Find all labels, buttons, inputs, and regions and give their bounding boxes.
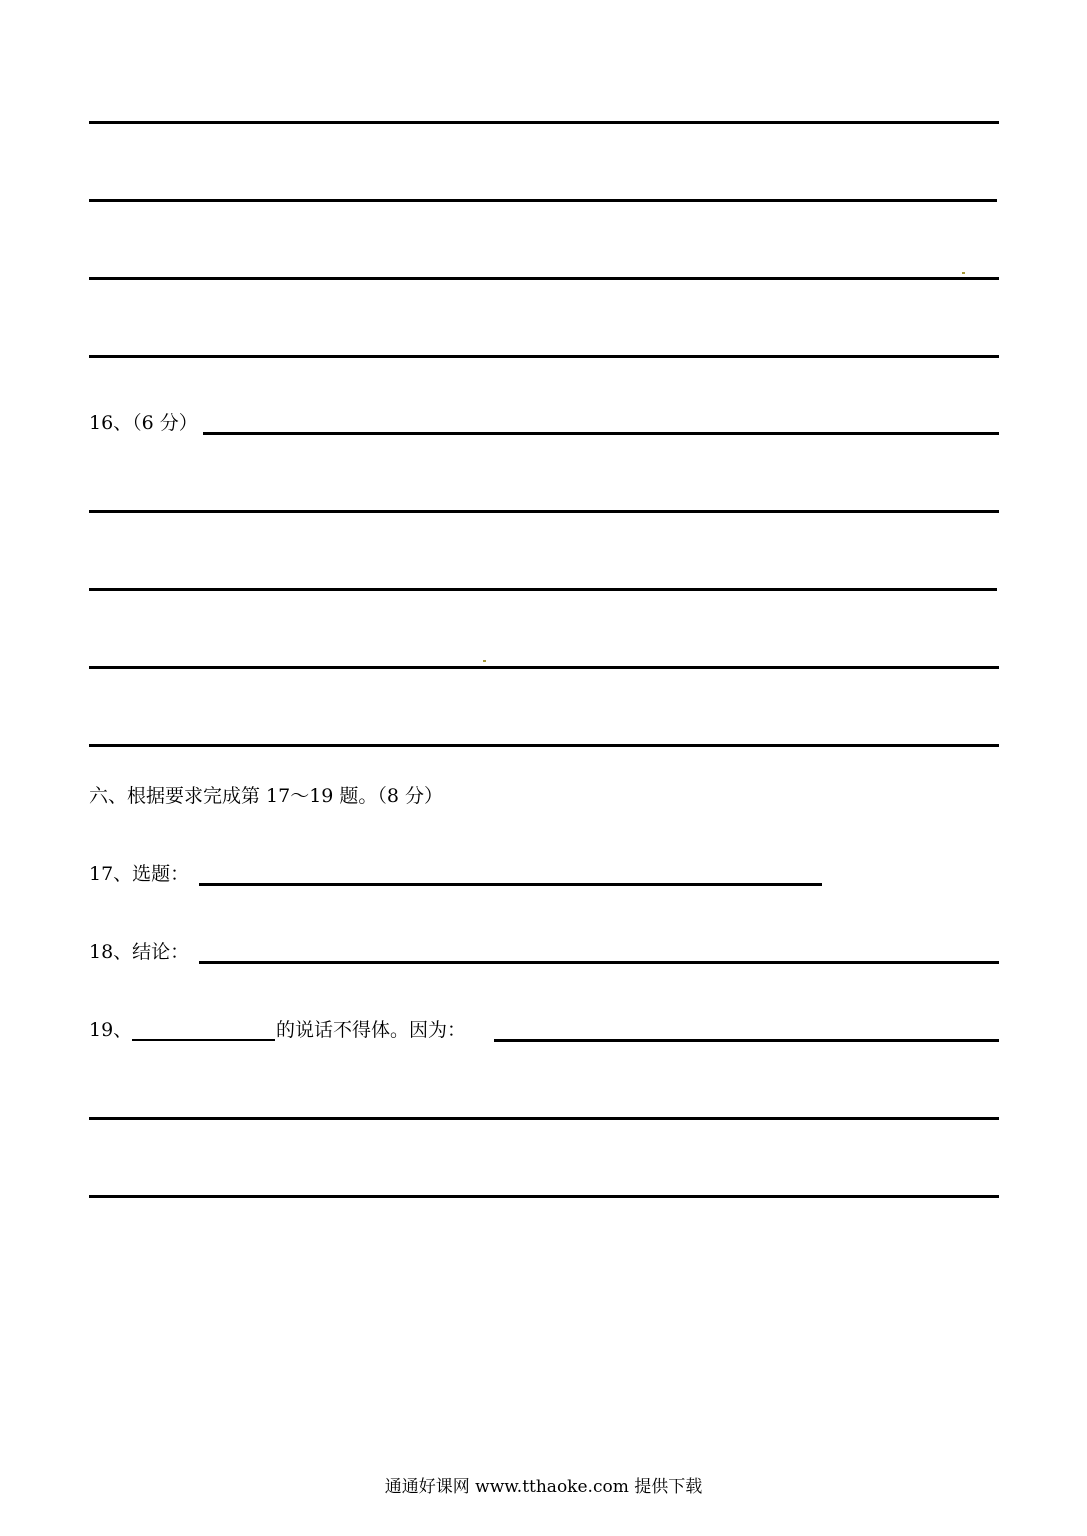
q17-label: 17、选题： [89, 863, 190, 885]
answer-line[interactable] [89, 199, 997, 202]
answer-line[interactable] [89, 277, 999, 280]
answer-line[interactable] [89, 1117, 999, 1120]
q17-answer-line[interactable] [199, 883, 822, 886]
q16-label: 16、（6 分） [89, 412, 198, 434]
answer-line[interactable] [89, 121, 999, 124]
answer-line[interactable] [89, 744, 999, 747]
q18-answer-line[interactable] [199, 961, 999, 964]
scan-speck [483, 660, 486, 662]
q16-answer-line[interactable] [203, 432, 999, 435]
answer-line[interactable] [89, 510, 999, 513]
section-heading: 六、根据要求完成第 17～19 题。（8 分） [89, 785, 444, 807]
q19-blank-line[interactable] [132, 1039, 275, 1041]
q19-prefix: 19、 [89, 1019, 133, 1041]
answer-line[interactable] [89, 1195, 999, 1198]
q19-answer-line[interactable] [494, 1039, 999, 1042]
answer-line[interactable] [89, 355, 999, 358]
answer-line[interactable] [89, 666, 999, 669]
answer-line[interactable] [89, 588, 997, 591]
footer-text: 通通好课网 www.tthaoke.com 提供下载 [384, 1477, 703, 1497]
q19-mid-text: 的说话不得体。因为： [276, 1019, 467, 1041]
scan-speck [962, 272, 965, 274]
q18-label: 18、结论： [89, 941, 190, 963]
